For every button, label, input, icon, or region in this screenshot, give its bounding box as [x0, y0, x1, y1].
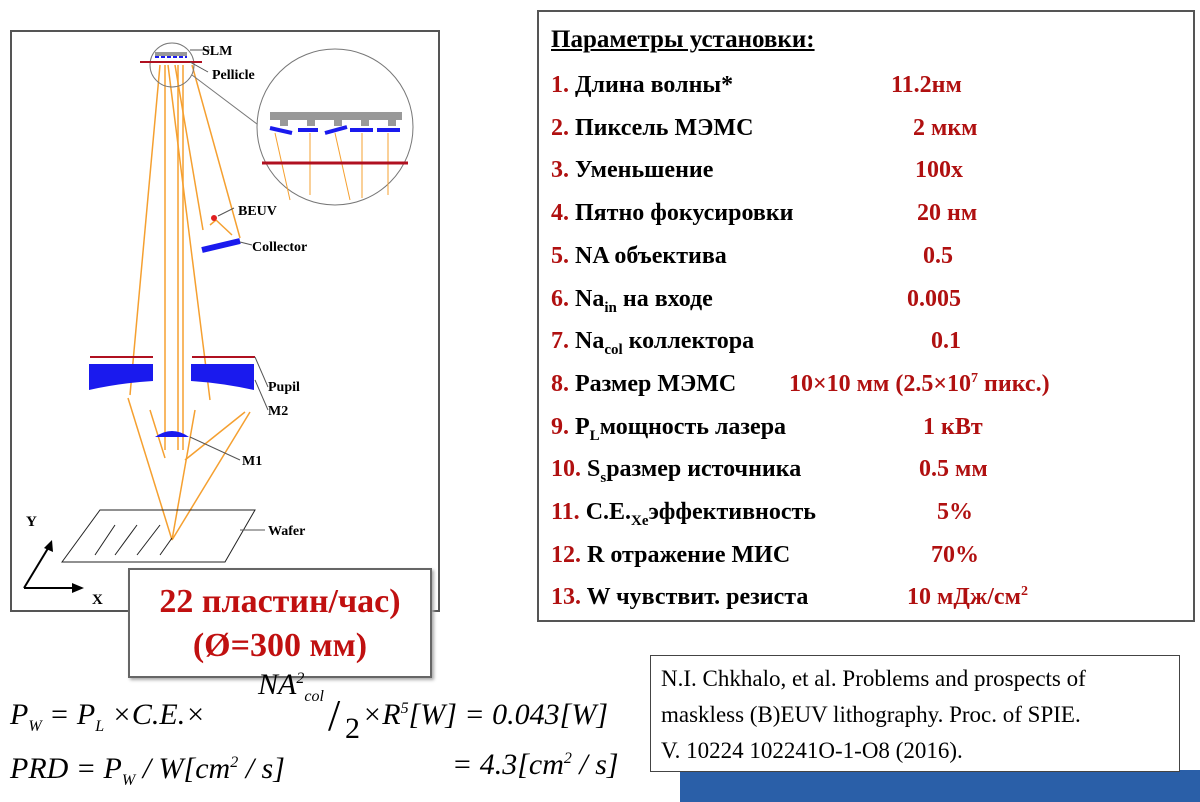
- f-r: ×R: [362, 698, 401, 731]
- parameter-label: Na: [575, 328, 605, 355]
- parameter-value: 70%: [931, 541, 979, 568]
- parameter-number: 13.: [551, 584, 581, 611]
- parameter-number: 6.: [551, 285, 569, 312]
- parameter-label-rest: на входе: [616, 285, 713, 312]
- f-eq: =: [41, 698, 77, 731]
- parameter-number: 11.: [551, 499, 580, 525]
- reference-box: [650, 655, 1180, 772]
- parameter-row: [551, 499, 816, 530]
- parameter-row: [551, 542, 790, 569]
- slm: [155, 52, 187, 56]
- parameter-label: Длина волны*: [575, 72, 734, 98]
- parameter-row: [551, 200, 793, 227]
- parameter-label: Уменьшение: [575, 157, 714, 184]
- label-wafer: Wafer: [268, 524, 306, 539]
- parameter-value: 20 нм: [917, 200, 978, 227]
- label-collector: Collector: [252, 240, 308, 255]
- parameter-number: 3.: [551, 157, 569, 184]
- collector-mirror: [202, 241, 240, 250]
- parameter-label: NA объектива: [575, 242, 727, 269]
- parameter-row: [551, 115, 753, 142]
- f-na: NA: [258, 668, 297, 701]
- parameter-value: 2 мкм: [913, 114, 978, 141]
- label-slm: SLM: [202, 44, 233, 59]
- f-na-sub: col: [304, 688, 324, 705]
- f-slash: /: [328, 691, 341, 740]
- f-r-sup: 5: [400, 700, 409, 717]
- optical-scheme-diagram: [10, 30, 440, 612]
- parameter-label: W чувствит. резиста: [586, 584, 809, 611]
- parameter-row: [551, 371, 736, 398]
- parameter-value: 0.5: [923, 242, 953, 269]
- parameter-number: 8.: [551, 370, 569, 397]
- f-prd-sub: W: [121, 772, 136, 789]
- parameter-label: P: [575, 413, 590, 440]
- parameter-label: S: [587, 456, 601, 483]
- label-pellicle: Pellicle: [212, 68, 255, 83]
- parameters-title: Параметры установки:: [551, 26, 815, 53]
- label-x-axis: X: [92, 592, 103, 608]
- f-pw: P: [10, 698, 29, 731]
- f-res2-sup: 2: [563, 750, 572, 767]
- parameter-row: [551, 584, 808, 611]
- parameter-number: 10.: [551, 456, 581, 483]
- parameter-label: Пиксель МЭМС: [575, 114, 754, 141]
- parameter-value: 0.005: [907, 285, 961, 312]
- f-prd: PRD = P: [10, 752, 122, 785]
- reference-line: maskless (B)EUV lithography. Proc. of SPIE.: [661, 702, 1081, 727]
- parameter-row: [551, 286, 713, 317]
- f-pl: P: [76, 698, 96, 731]
- m2-right: [191, 364, 254, 390]
- parameter-number: 12.: [551, 541, 581, 568]
- parameter-row: [551, 157, 713, 184]
- throughput-result-box: [128, 568, 432, 678]
- parameters-panel: [537, 10, 1195, 622]
- wafer-diameter: (Ø=300 мм): [192, 627, 368, 664]
- parameter-label: Пятно фокусировки: [575, 200, 794, 227]
- m1-mirror: [155, 431, 189, 437]
- value-main: 10×10 мм (2.5×10: [789, 370, 972, 397]
- label-beuv: BEUV: [238, 204, 277, 219]
- parameter-label-rest: мощность лазера: [599, 413, 787, 440]
- parameter-label-rest: размер источника: [606, 456, 802, 483]
- f-prd-end: / s]: [238, 752, 285, 785]
- parameter-value: 5%: [937, 499, 973, 525]
- parameter-number: 9.: [551, 413, 569, 440]
- parameter-value: 0.1: [931, 328, 961, 355]
- reference-line: V. 10224 102241O-1-O8 (2016).: [661, 738, 963, 763]
- parameter-row: [551, 456, 801, 487]
- parameter-label-rest: коллектора: [622, 328, 755, 355]
- parameter-label: Na: [575, 285, 605, 312]
- label-m1: M1: [242, 454, 263, 469]
- parameter-number: 1.: [551, 72, 569, 98]
- parameter-label: C.E.: [585, 499, 632, 525]
- f-result-w: [W] = 0.043[W]: [408, 698, 609, 731]
- f-prd-sup: 2: [230, 754, 239, 771]
- parameter-value: [907, 584, 1028, 611]
- parameter-row: [551, 414, 786, 445]
- value-main: 10 мДж/см: [907, 584, 1021, 611]
- light-rays: [128, 65, 250, 540]
- parameter-label: R отражение МИС: [587, 541, 791, 568]
- parameter-number: 4.: [551, 200, 569, 227]
- parameter-label-sub: s: [600, 470, 607, 487]
- throughput-value: 22 пластин/час): [159, 583, 401, 620]
- scheme-drawing: [10, 30, 440, 612]
- wafer: [62, 510, 255, 562]
- parameter-row: [551, 328, 754, 359]
- parameter-value: 100x: [915, 157, 963, 184]
- f-prd-rest: / W[cm: [135, 752, 231, 785]
- parameter-label-sub: Xe: [631, 512, 649, 529]
- parameter-value: 1 кВт: [923, 413, 983, 440]
- parameter-value: 0.5 мм: [919, 456, 988, 483]
- lab-logo-banner: [680, 770, 1200, 802]
- f-na-sup: 2: [296, 670, 305, 687]
- f-res2-end: / s]: [571, 748, 619, 781]
- inset-zoom: [257, 49, 413, 205]
- parameter-label-sub: L: [589, 427, 600, 444]
- label-m2: M2: [268, 404, 289, 419]
- parameter-label-rest: эффективность: [648, 499, 816, 525]
- parameter-label: Размер МЭМС: [575, 370, 737, 397]
- f-ce: ×C.E.×: [104, 698, 206, 731]
- value-sup: 2: [1020, 584, 1028, 600]
- slm-magnifier-circle: [150, 43, 194, 87]
- parameter-row: [551, 243, 727, 270]
- parameter-number: 7.: [551, 328, 569, 355]
- value-sup: 7: [971, 370, 979, 386]
- parameter-value: [789, 371, 1050, 398]
- label-pupil: Pupil: [268, 380, 300, 395]
- parameter-number: 5.: [551, 242, 569, 269]
- label-y-axis: Y: [26, 514, 37, 530]
- parameter-value: 11.2нм: [891, 72, 962, 98]
- f-pw-sub: W: [28, 718, 42, 735]
- beuv-source: [211, 215, 217, 221]
- f-pl-sub: L: [95, 718, 105, 735]
- value-rest: пикс.): [978, 370, 1050, 397]
- f-res2: = 4.3[cm: [452, 748, 564, 781]
- parameter-row: [551, 72, 733, 99]
- reference-line: N.I. Chkhalo, et al. Problems and prospects of: [661, 666, 1086, 691]
- f-two: 2: [345, 712, 360, 745]
- parameter-label-sub: col: [604, 341, 623, 358]
- parameter-number: 2.: [551, 114, 569, 141]
- parameter-label-sub: in: [604, 299, 617, 316]
- m2-left: [89, 364, 153, 390]
